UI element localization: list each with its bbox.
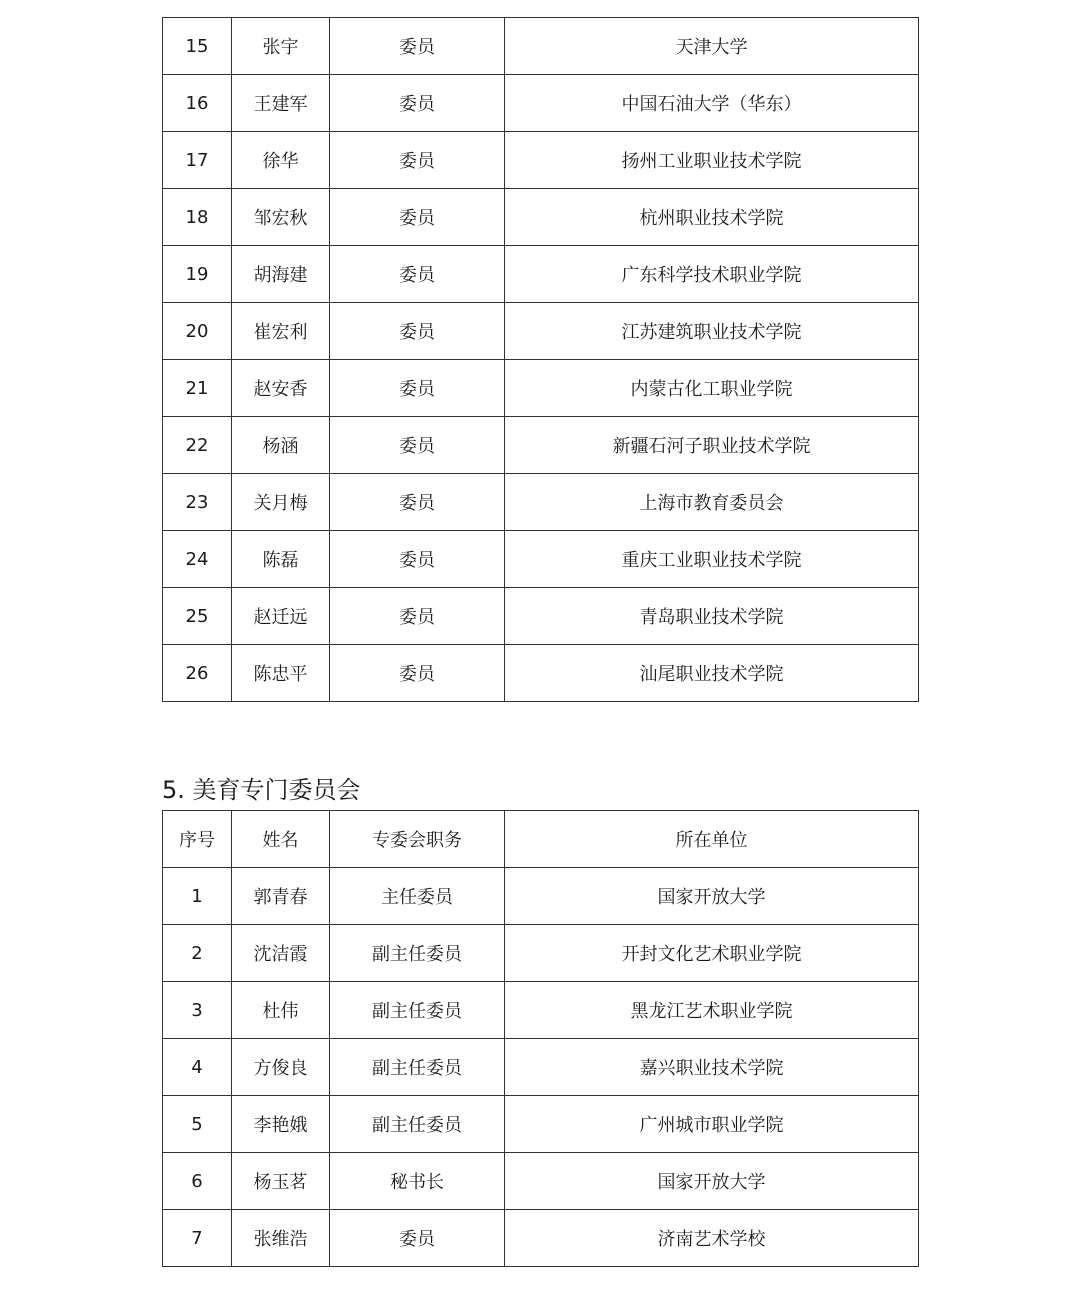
cell-name: 张维浩 [232, 1210, 330, 1267]
cell-no: 15 [163, 18, 232, 75]
cell-role: 委员 [330, 474, 505, 531]
cell-role: 委员 [330, 588, 505, 645]
cell-no: 4 [163, 1039, 232, 1096]
cell-unit: 重庆工业职业技术学院 [505, 531, 919, 588]
aesthetic-education-committee-table [162, 810, 919, 1267]
cell-name: 邹宏秋 [232, 189, 330, 246]
cell-name: 赵安香 [232, 360, 330, 417]
cell-role: 委员 [330, 303, 505, 360]
cell-name: 崔宏利 [232, 303, 330, 360]
cell-role: 委员 [330, 417, 505, 474]
cell-no: 21 [163, 360, 232, 417]
cell-no: 17 [163, 132, 232, 189]
cell-name: 张宇 [232, 18, 330, 75]
cell-role: 委员 [330, 360, 505, 417]
table-row [163, 417, 919, 474]
header-no: 序号 [163, 811, 232, 868]
cell-no: 19 [163, 246, 232, 303]
cell-unit: 杭州职业技术学院 [505, 189, 919, 246]
cell-unit: 黑龙江艺术职业学院 [505, 982, 919, 1039]
cell-role: 委员 [330, 18, 505, 75]
cell-name: 陈忠平 [232, 645, 330, 702]
table-row [163, 303, 919, 360]
table-header-row [163, 811, 919, 868]
cell-no: 3 [163, 982, 232, 1039]
table-row [163, 474, 919, 531]
cell-role: 秘书长 [330, 1153, 505, 1210]
cell-no: 24 [163, 531, 232, 588]
cell-unit: 上海市教育委员会 [505, 474, 919, 531]
cell-role: 副主任委员 [330, 1039, 505, 1096]
cell-unit: 江苏建筑职业技术学院 [505, 303, 919, 360]
table-row [163, 75, 919, 132]
cell-role: 委员 [330, 1210, 505, 1267]
cell-no: 25 [163, 588, 232, 645]
cell-unit: 内蒙古化工职业学院 [505, 360, 919, 417]
cell-name: 杨涵 [232, 417, 330, 474]
header-role: 专委会职务 [330, 811, 505, 868]
table-row [163, 531, 919, 588]
section-title: 5. 美育专门委员会 [162, 776, 361, 804]
header-name: 姓名 [232, 811, 330, 868]
table-row [163, 982, 919, 1039]
cell-role: 委员 [330, 246, 505, 303]
cell-name: 郭青春 [232, 868, 330, 925]
cell-no: 7 [163, 1210, 232, 1267]
cell-unit: 天津大学 [505, 18, 919, 75]
table-row [163, 868, 919, 925]
cell-unit: 开封文化艺术职业学院 [505, 925, 919, 982]
table-row [163, 1153, 919, 1210]
cell-name: 关月梅 [232, 474, 330, 531]
cell-name: 徐华 [232, 132, 330, 189]
cell-no: 6 [163, 1153, 232, 1210]
cell-role: 副主任委员 [330, 1096, 505, 1153]
cell-role: 委员 [330, 645, 505, 702]
cell-role: 副主任委员 [330, 925, 505, 982]
cell-no: 23 [163, 474, 232, 531]
cell-name: 赵迁远 [232, 588, 330, 645]
cell-name: 王建军 [232, 75, 330, 132]
table-row [163, 1210, 919, 1267]
cell-unit: 国家开放大学 [505, 868, 919, 925]
cell-role: 委员 [330, 132, 505, 189]
cell-no: 20 [163, 303, 232, 360]
cell-role: 副主任委员 [330, 982, 505, 1039]
cell-name: 方俊良 [232, 1039, 330, 1096]
cell-name: 杜伟 [232, 982, 330, 1039]
cell-name: 胡海建 [232, 246, 330, 303]
cell-role: 主任委员 [330, 868, 505, 925]
header-unit: 所在单位 [505, 811, 919, 868]
cell-no: 2 [163, 925, 232, 982]
cell-unit: 济南艺术学校 [505, 1210, 919, 1267]
cell-unit: 国家开放大学 [505, 1153, 919, 1210]
cell-name: 沈洁霞 [232, 925, 330, 982]
cell-unit: 汕尾职业技术学院 [505, 645, 919, 702]
table-row [163, 1096, 919, 1153]
table-row [163, 1039, 919, 1096]
cell-unit: 扬州工业职业技术学院 [505, 132, 919, 189]
table-row [163, 645, 919, 702]
cell-unit: 嘉兴职业技术学院 [505, 1039, 919, 1096]
cell-name: 李艳娥 [232, 1096, 330, 1153]
cell-unit: 广州城市职业学院 [505, 1096, 919, 1153]
cell-role: 委员 [330, 75, 505, 132]
cell-role: 委员 [330, 189, 505, 246]
cell-role: 委员 [330, 531, 505, 588]
cell-name: 杨玉茗 [232, 1153, 330, 1210]
cell-name: 陈磊 [232, 531, 330, 588]
cell-no: 18 [163, 189, 232, 246]
table-row [163, 925, 919, 982]
table-row [163, 132, 919, 189]
cell-unit: 青岛职业技术学院 [505, 588, 919, 645]
table-row [163, 189, 919, 246]
table-row [163, 246, 919, 303]
cell-unit: 新疆石河子职业技术学院 [505, 417, 919, 474]
committee-table-continued [162, 17, 919, 702]
cell-unit: 广东科学技术职业学院 [505, 246, 919, 303]
cell-no: 5 [163, 1096, 232, 1153]
table-row [163, 18, 919, 75]
table-row [163, 588, 919, 645]
cell-no: 26 [163, 645, 232, 702]
cell-unit: 中国石油大学（华东） [505, 75, 919, 132]
cell-no: 22 [163, 417, 232, 474]
table-row [163, 360, 919, 417]
cell-no: 1 [163, 868, 232, 925]
cell-no: 16 [163, 75, 232, 132]
